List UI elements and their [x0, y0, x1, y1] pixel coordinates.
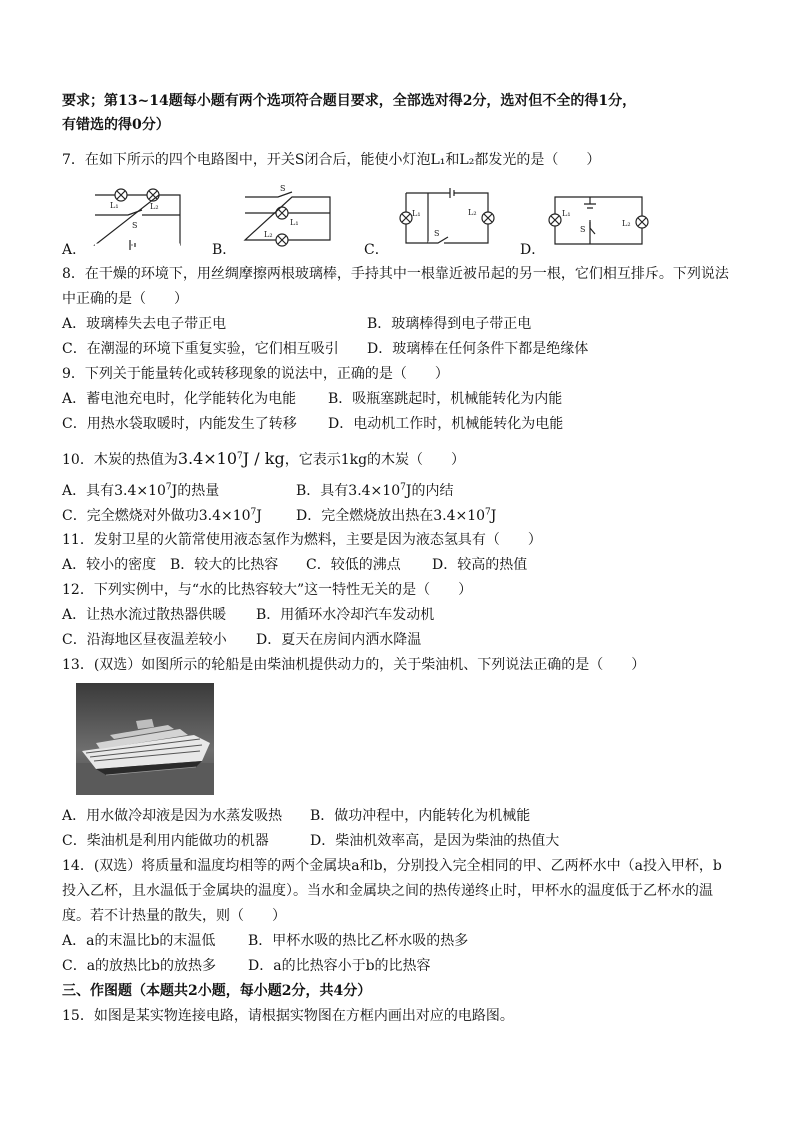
q10-heat-unit: J / kg [242, 449, 285, 468]
q10-stem [62, 449, 465, 470]
q12-option-c: C．沿海地区昼夜温差较小 [62, 632, 227, 648]
q10-heat-value: 3.4×10 [177, 449, 238, 468]
q9-option-b: B．吸瓶塞跳起时，机械能转化为内能 [328, 391, 563, 407]
q10-d-exp: 7 [485, 507, 491, 518]
q10-c-unit: J [256, 508, 262, 524]
q7b-s-label: S [280, 184, 286, 193]
q8-stem-line-1: 8．在干燥的环境下，用丝绸摩擦两根玻璃棒，手持其中一根靠近被吊起的另一根，它们相互排斥。下列说法 [62, 266, 729, 282]
q10-a-unit: J的热量 [171, 483, 220, 499]
q7-stem: 7．在如下所示的四个电路图中，开关S闭合后，能使小灯泡L₁和L₂都发光的是（ ） [62, 152, 601, 168]
q11-option-c: C．较低的沸点 [306, 557, 401, 573]
q11-stem: 11．发射卫星的火箭常使用液态氢作为燃料，主要是因为液态氢具有（ ） [62, 532, 542, 548]
q9-option-a: A．蓄电池充电时，化学能转化为电能 [62, 391, 297, 407]
q10-option-b [296, 481, 453, 501]
q10-c-text: C．完全燃烧对外做功3.4×10 [62, 508, 251, 524]
q10-d-text: D．完全燃烧放出热在3.4×10 [296, 508, 486, 524]
section-3-title: 三、作图题（本题共2小题，每小题2分，共4分） [62, 983, 372, 999]
q13-option-b: B．做功冲程中，内能转化为机械能 [310, 808, 531, 824]
q11-option-a: A．较小的密度 [62, 557, 157, 573]
q12-stem: 12．下列实例中，与“水的比热容较大”这一特性无关的是（ ） [62, 582, 473, 598]
instructions-line-2: 有错选的得0分） [62, 117, 170, 133]
q12-option-b: B．用循环水冷却汽车发动机 [256, 607, 435, 623]
q7d-s-label: S [580, 225, 586, 234]
q11-option-b: B．较大的比热容 [170, 557, 279, 573]
q7b-l1-label: L₁ [290, 218, 299, 227]
q7a-s-label: S [132, 221, 138, 230]
q10-a-exp: 7 [165, 482, 172, 493]
q12-option-d: D．夏天在房间内洒水降温 [256, 632, 422, 648]
q10-b-exp: 7 [400, 482, 406, 493]
q8-option-a: A．玻璃棒失去电子带正电 [62, 316, 227, 332]
circuit-diagram-c [388, 188, 493, 250]
q7d-l2-label: L₂ [622, 219, 631, 228]
q8-stem-line-2: 中正确的是（ ） [62, 291, 188, 307]
q9-option-d: D．电动机工作时，机械能转化为电能 [328, 416, 564, 432]
q10-option-c [62, 506, 262, 526]
q11-option-d: D．较高的热值 [432, 557, 528, 573]
q10-b-text: B．具有3.4×10 [296, 483, 401, 499]
q8-option-d: D．玻璃棒在任何条件下都是绝缘体 [367, 341, 589, 357]
q7d-l1-label: L₁ [562, 209, 571, 218]
q10-c-exp: 7 [250, 507, 257, 518]
q7b-l2-label: L₂ [264, 230, 273, 239]
q7a-l1-label: L₁ [110, 201, 119, 210]
q10-b-unit: J的内结 [405, 483, 454, 499]
q10-stem-prefix: 10．木炭的热值为 [62, 452, 178, 468]
q7c-s-label: S [434, 229, 440, 238]
q14-option-c: C．a的放热比b的放热多 [62, 958, 217, 974]
q12-option-a: A．让热水流过散热器供暖 [62, 607, 227, 623]
q10-option-d [296, 506, 496, 526]
circuit-diagram-b [240, 185, 335, 250]
q9-option-c: C．用热水袋取暖时，内能发生了转移 [62, 416, 297, 432]
cruise-ship-photo [76, 683, 214, 795]
q7-option-b-label: B． [212, 242, 237, 258]
q7-option-d-label: D． [520, 242, 546, 258]
q7c-l2-label: L₂ [468, 208, 477, 217]
q7-option-a-label: A． [62, 242, 87, 258]
q9-stem: 9．下列关于能量转化或转移现象的说法中，正确的是（ ） [62, 366, 449, 382]
q10-stem-suffix: ，它表示1kg的木炭（ ） [284, 452, 466, 468]
q13-option-d: D．柴油机效率高，是因为柴油的热值大 [310, 833, 560, 849]
circuit-diagram-d [550, 192, 650, 250]
q8-option-b: B．玻璃棒得到电子带正电 [367, 316, 532, 332]
q14-option-b: B．甲杯水吸的热比乙杯水吸的热多 [248, 933, 469, 949]
q14-option-a: A．a的末温比b的末温低 [62, 933, 216, 949]
q10-a-text: A．具有3.4×10 [62, 483, 166, 499]
q14-stem-line-3: 度。若不计热量的散失，则（ ） [62, 908, 286, 924]
q10-d-unit: J [490, 508, 497, 524]
instructions-line-1: 要求；第13~14题每小题有两个选项符合题目要求，全部选对得2分，选对但不全的得1分， [62, 93, 637, 109]
q7-option-c-label: C． [364, 242, 389, 258]
q15-stem: 15．如图是某实物连接电路，请根据实物图在方框内画出对应的电路图。 [62, 1008, 514, 1024]
q10-option-a [62, 481, 219, 501]
q8-option-c: C．在潮湿的环境下重复实验，它们相互吸引 [62, 341, 339, 357]
q13-stem: 13．(双选）如图所示的轮船是由柴油机提供动力的，关于柴油机、下列说法正确的是（ ） [62, 657, 646, 673]
q14-stem-line-2: 投入乙杯，且水温低于金属块的温度）。当水和金属块之间的热传递终止时，甲杯水的温度低于乙杯水的温 [62, 883, 713, 899]
q14-stem-line-1: 14．(双选）将质量和温度均相等的两个金属块a和b，分别投入完全相同的甲、乙两杯水中（a投入甲杯，b [62, 858, 722, 874]
q7a-l2-label: L₂ [150, 202, 159, 211]
q14-option-d: D．a的比热容小于b的比热容 [248, 958, 431, 974]
q10-heat-exponent: 7 [237, 451, 243, 462]
circuit-diagram-a [90, 185, 185, 250]
q13-option-c: C．柴油机是利用内能做功的机器 [62, 833, 269, 849]
q7c-l1-label: L₁ [412, 209, 421, 218]
q13-option-a: A．用水做冷却液是因为水蒸发吸热 [62, 808, 283, 824]
